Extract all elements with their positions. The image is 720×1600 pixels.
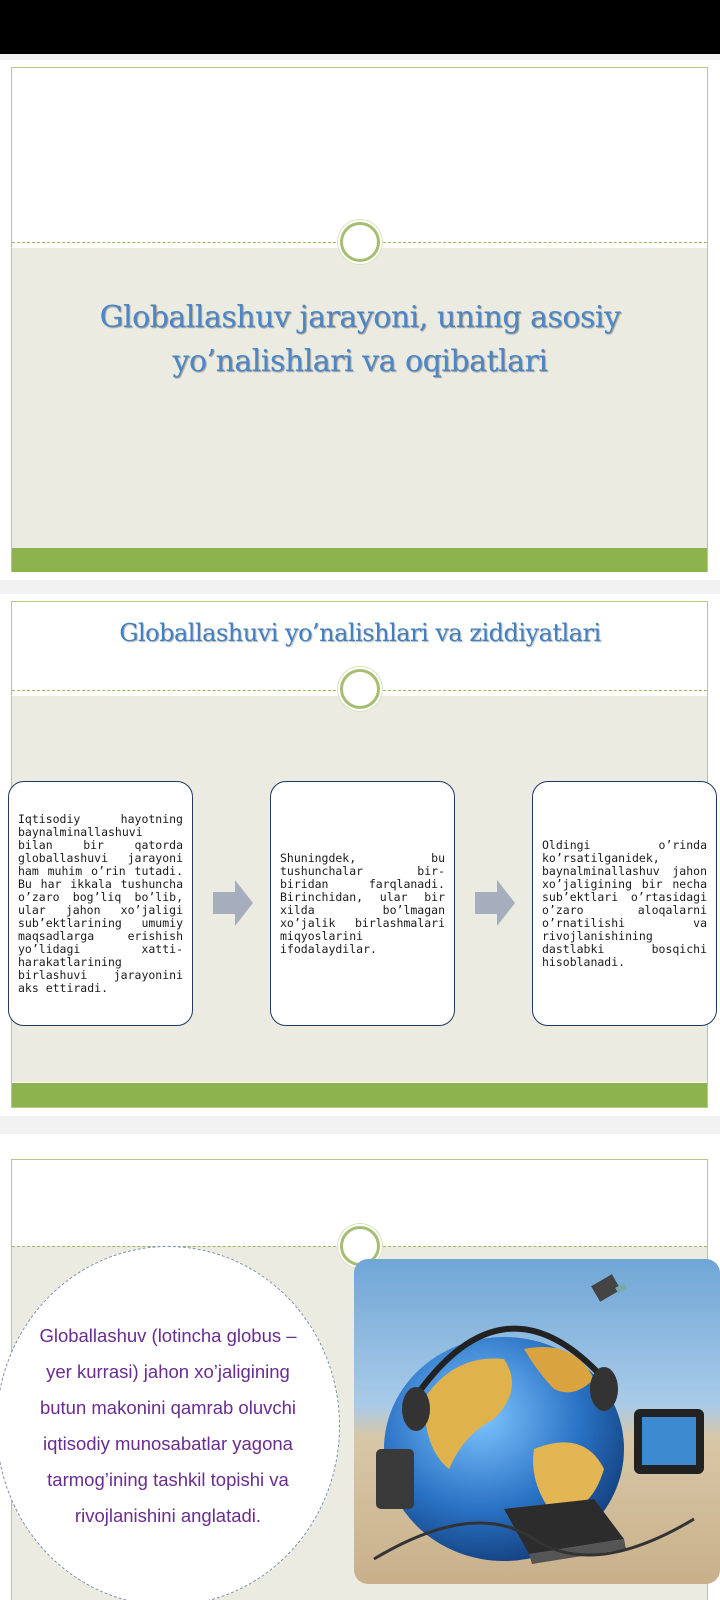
- text-box-1: [8, 781, 193, 1026]
- text-box-2-text: Shuningdek, bu tushunchalar bir-biridan farqlanadi. Birinchidan, ular bir xilda bo’lmagan xo’jalik birlashmalari miqyoslarini ifodalaydilar.: [280, 850, 445, 956]
- footer-bar: [12, 548, 707, 572]
- globe-network-image: [354, 1259, 720, 1584]
- definition-text: Globallashuv (lotincha globus – yer kurrasi) jahon xo’jaligining butun makonini qamrab oluvchi iqtisodiy munosabatlar yagona tarmog’ining tashkil topishi va rivojlanishini anglatadi.: [39, 1325, 297, 1526]
- divider-ring-icon: [340, 669, 380, 709]
- footer-bar: [12, 1083, 707, 1107]
- text-box-3: [532, 781, 717, 1026]
- title-line-1: Globallashuv jarayoni, uning asosiy: [99, 300, 621, 335]
- slide-band: [12, 248, 707, 548]
- text-box-3-text: Oldingi o’rinda ko’rsatilganidek, baynalminallashuv jahon xo’jaligining bir necha sub’ektlari o’rtasidagi o’zaro aloqalarni o’rnatilishi va rivojlanishining dastlabki bosqichi hisoblanadi.: [542, 837, 707, 969]
- definition-callout: [0, 1246, 340, 1600]
- slide-title: Globallashuvi yo’nalishlari va ziddiyatlari: [119, 619, 601, 647]
- arrow-right-icon: [213, 880, 253, 926]
- slide-1[interactable]: [0, 60, 720, 580]
- text-box-1-text: Iqtisodiy hayotning baynalminallashuvi bilan bir qatorda globallashuvi jarayoni ham muhim o’rin tutadi. Bu har ikkala tushuncha o’zaro bog’liq bo’lib, ular jahon xo’jaligi sub’ektlarining umumiy maqsadlarga erishish yo’lidagi xatti-harakatlarining birlashuvi jarayonini aks ettiradi.: [18, 811, 183, 995]
- slide-3[interactable]: [0, 1134, 720, 1600]
- slide-2[interactable]: [0, 594, 720, 1116]
- text-box-2: [270, 781, 455, 1026]
- status-bar: [0, 0, 720, 54]
- title-line-2: yo’nalishlari va oqibatlari: [172, 344, 548, 379]
- arrow-right-icon: [475, 880, 515, 926]
- divider-ring-icon: [340, 222, 380, 262]
- slide-title: [60, 296, 660, 384]
